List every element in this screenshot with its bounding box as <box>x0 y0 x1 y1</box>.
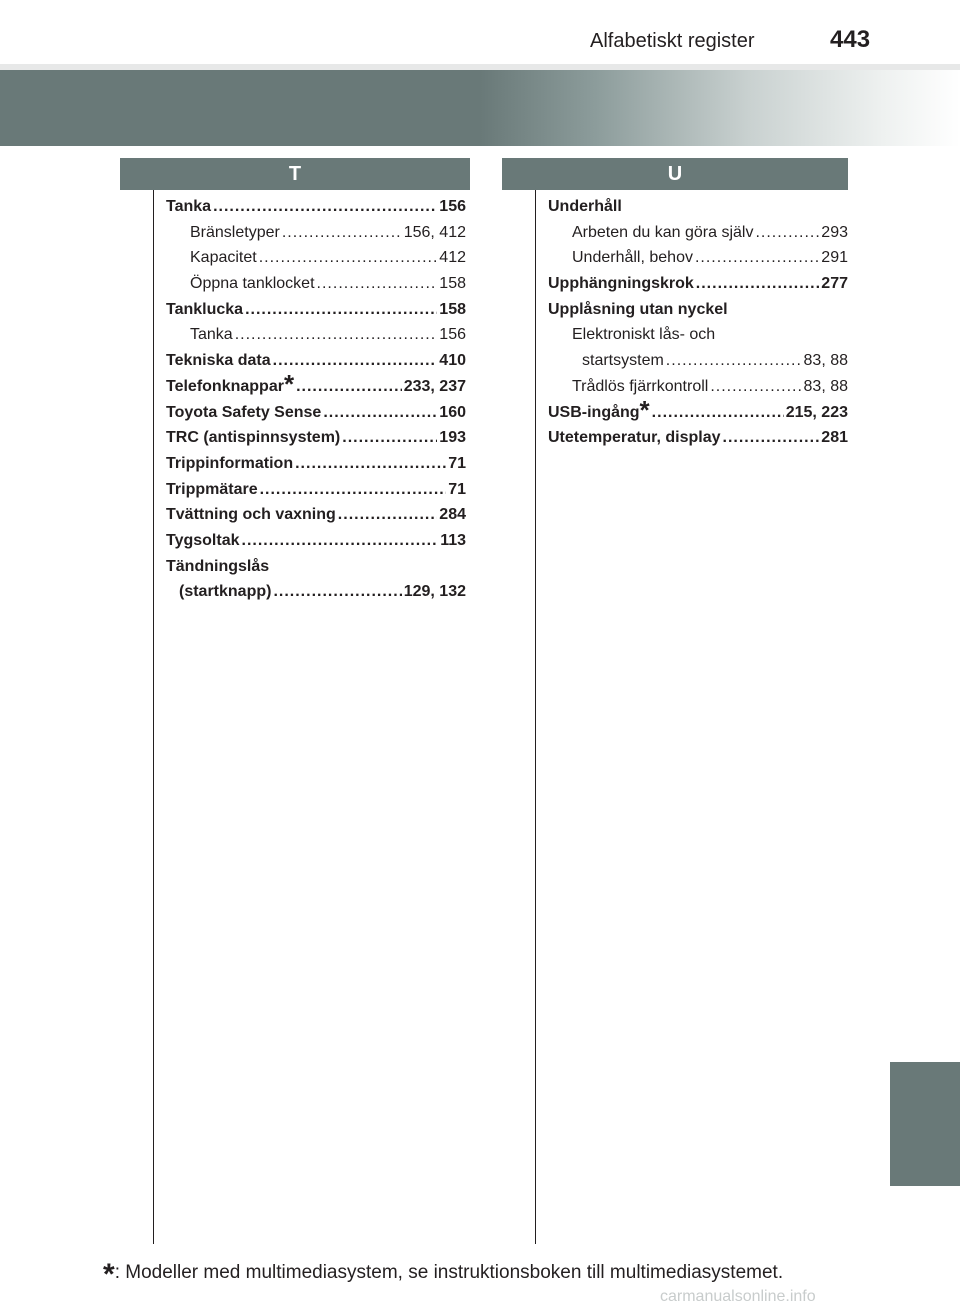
section-header-u: U <box>502 158 848 190</box>
watermark: carmanualsonline.info <box>660 1288 816 1305</box>
index-entry[interactable]: Upphängningskrok ..... 277 <box>548 271 848 297</box>
index-subentry[interactable]: Trådlös fjärrkontroll ..... 83, 88 <box>548 374 848 400</box>
index-entry[interactable]: Telefonknappar * ..... 233, 237 <box>166 374 466 400</box>
index-entry[interactable]: Tygsoltak ..... 113 <box>166 528 466 554</box>
index-entry[interactable]: USB-ingång * ..... 215, 223 <box>548 400 848 426</box>
index-entry[interactable]: Utetemperatur, display ..... 281 <box>548 425 848 451</box>
index-subentry[interactable]: Öppna tanklocket ..... 158 <box>166 271 466 297</box>
index-entry[interactable]: Toyota Safety Sense ..... 160 <box>166 400 466 426</box>
index-entry[interactable]: TRC (antispinnsystem) ..... 193 <box>166 425 466 451</box>
index-subentry[interactable]: Bränsletyper ..... 156, 412 <box>166 220 466 246</box>
index-entry[interactable]: Underhåll <box>548 198 622 215</box>
column-divider-right <box>535 190 536 1244</box>
page-header <box>0 0 960 62</box>
index-entry[interactable]: Upplåsning utan nyckel <box>548 300 728 318</box>
index-entry[interactable]: Tekniska data ..... 410 <box>166 348 466 374</box>
index-subentry[interactable]: Tanka ..... 156 <box>166 322 466 348</box>
header-banner <box>0 70 960 146</box>
index-subentry[interactable]: Elektroniskt lås- och <box>572 326 716 344</box>
index-entry[interactable]: Tvättning och vaxning ..... 284 <box>166 502 466 528</box>
index-entry[interactable]: Tändningslås <box>166 557 270 575</box>
index-entry[interactable]: Trippinformation ..... 71 <box>166 451 466 477</box>
index-column-t <box>166 194 466 605</box>
column-divider-left <box>153 190 154 1244</box>
index-entry[interactable]: Trippmätare ..... 71 <box>166 477 466 503</box>
footnote-marker: * <box>103 1258 115 1291</box>
index-entry[interactable]: Tanka ..... 156 <box>166 194 466 220</box>
footnote-text: : Modeller med multimediasystem, se instruktionsboken till multimediasystemet. <box>114 1262 784 1283</box>
index-subentry[interactable]: Kapacitet ..... 412 <box>166 245 466 271</box>
index-subentry-continuation[interactable]: startsystem ..... 83, 88 <box>548 348 848 374</box>
index-entry[interactable]: Tanklucka ..... 158 <box>166 297 466 323</box>
index-subentry[interactable]: Arbeten du kan göra själv ..... 293 <box>548 220 848 246</box>
section-header-t: T <box>120 158 470 190</box>
page-number: 443 <box>830 26 871 53</box>
footnote <box>103 1252 784 1291</box>
page-title: Alfabetiskt register <box>590 30 755 52</box>
chapter-tab <box>890 1062 960 1186</box>
index-entry-continuation[interactable]: (startknapp) ..... 129, 132 <box>166 579 466 605</box>
index-subentry[interactable]: Underhåll, behov ..... 291 <box>548 245 848 271</box>
index-column-u <box>548 194 848 451</box>
